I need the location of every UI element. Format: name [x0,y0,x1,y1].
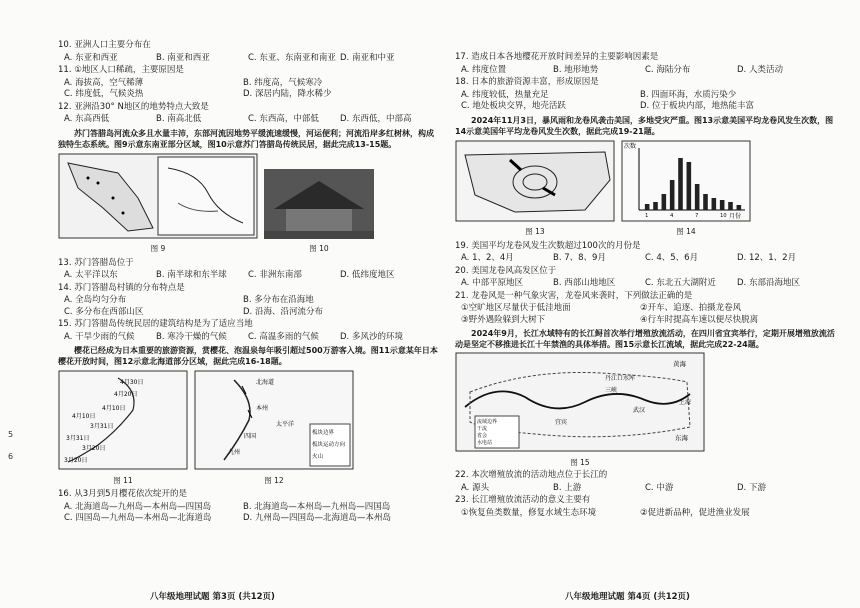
bar-month-6 [687,162,692,210]
option: B. 四面环海，水质污染少 [640,89,737,100]
option: ④行车时提高车速以便尽快脱离 [640,314,759,325]
option: D. 人类活动 [737,64,783,75]
figure-12-caption: 图 12 [264,475,284,485]
option: D. 九州岛—四国岛—北海道岛—本州岛 [243,513,391,523]
option: D. 深居内陆，降水稀少 [243,89,332,99]
figure-10-photo [264,169,374,239]
bar-month-2 [653,202,658,210]
option: B. 7、8、9月 [553,253,606,263]
figure-15-map [455,352,705,452]
x-tick-label: 10 [720,212,727,219]
option: D. 沿海、沿河流分布 [243,306,323,317]
figure-15 [455,352,835,468]
margin-mark: 5 [8,430,14,439]
options-22 [461,483,835,495]
option: D. 12、1、2月 [737,253,797,263]
option: C. 纬度低，气候炎热 [64,89,144,99]
map-label: 东海 [675,434,688,442]
date-label: 4月10日 [72,413,96,420]
bar-month-11 [728,202,733,210]
figure-11 [58,370,188,486]
margin-mark: 6 [8,452,14,461]
legend-label: 火山 [312,454,324,460]
option: D. 东西低，中部高 [340,114,412,124]
figure-12 [194,370,354,486]
passage-16-18: 樱花已经成为日本重要的旅游资源，赏樱花、泡温泉每年吸引超过500万游客入境。图11示意某年日本樱花开放时间，图12示意北海道部分区域，据此完成16-18题。 [58,346,438,366]
option: D. 低纬度地区 [340,270,395,280]
option: ①恢复鱼类数量，修复水域生态环境 [461,507,597,518]
question-17: 17. 造成日本各地樱花开放时间差异的主要影响因素是 [455,52,659,62]
figure-9-map [58,153,258,239]
option: A. 纬度位置 [461,64,507,75]
date-label: 3月20日 [64,457,88,464]
option: C. 多分布在西部山区 [64,306,144,317]
option: A. 东亚和西亚 [64,52,118,63]
options-23 [461,508,835,520]
map-label: 黄海 [673,360,686,368]
option: D. 下游 [737,482,766,493]
legend-label: 省会 [477,433,488,439]
options-20 [461,278,835,290]
option: B. 南高北低 [156,114,202,124]
map-label: 上海 [679,399,692,406]
map-label: 丹江口水库 [605,375,636,382]
figure-15-caption: 图 15 [570,457,590,467]
figure-10 [264,169,374,255]
option: D. 南亚和中亚 [340,52,395,63]
bar-month-4 [670,180,675,210]
passage-19-21: 2024年11月3日，暴风雨和龙卷风袭击美国，多地受灾严重。图13示意美国平均龙卷风发生次数，图14示意美国年平均龙卷风发生次数，据此完成19-21题。 [455,115,834,136]
option: A. 干旱少雨的气候 [64,331,135,342]
option: ②促进新品种，促进渔业发展 [640,507,750,518]
option: D. 东部沿海地区 [737,278,800,288]
bar-month-5 [678,158,683,210]
option: ①空旷地区尽量伏于低洼地面 [461,303,571,313]
map-label: 本州 [256,405,269,412]
question-14: 14. 苏门答腊岛村镇的分布特点是 [58,282,185,293]
figure-9-caption: 图 9 [150,244,166,253]
map-label: 北海道 [256,379,275,386]
options-11 [64,78,438,101]
option: B. 地形地势 [553,64,599,75]
question-12: 12. 亚洲沿30° N地区的地势特点大致是 [58,101,209,112]
date-label: 4月30日 [120,379,144,386]
option: B. 寒冷干燥的气候 [156,331,227,342]
option: C. 中游 [645,482,674,493]
option: A. 中部平原地区 [461,278,524,288]
option: B. 多分布在沿海地 [243,295,314,305]
figure-row-9-10 [58,153,438,255]
option: B. 上游 [553,482,582,493]
option: C. 东亚、东南亚和南亚 [248,52,336,63]
figure-11-caption: 图 11 [113,475,133,485]
options-16 [64,502,438,525]
left-column [58,40,438,526]
options-18 [461,90,835,113]
option: A. 源头 [461,482,490,493]
option: C. 海陆分布 [645,64,691,75]
binding-margin [6,0,26,608]
bar-month-7 [695,184,700,210]
option: D. 多风沙的环境 [340,331,403,342]
legend-label: 流域边界 [477,419,498,425]
map-label: 宜宾 [555,419,568,426]
question-11: 11. ①地区人口稀疏，主要原因是 [58,65,184,75]
question-21: 21. 龙卷风是一种气象灾害，龙卷风来袭时，下列做法正确的是 [455,290,693,301]
question-13: 13. 苏门答腊岛位于 [58,257,134,268]
option: ②开车、追逐、拍摄龙卷风 [640,303,742,313]
question-16: 16. 从3月到5月樱花依次绽开的是 [58,489,188,499]
date-label: 3月31日 [66,435,90,442]
options-14 [64,295,438,318]
date-label: 3月20日 [82,445,106,452]
option: C. 东北五大湖附近 [645,278,716,288]
right-column [455,52,835,520]
passage-13-15: 苏门答腊岛河流众多且水量丰沛，东部河流因地势平缓流速缓慢，河运便利；河流沿岸多红树林，构成独特生态系统。图9示意东南亚部分区域，图10示意苏门答腊岛传统民居，据此完成13-15题。 [58,128,434,149]
legend-label: 干流 [477,426,488,432]
option: C. 4、5、6月 [645,253,699,263]
figure-14 [621,140,751,238]
option: A. 全岛均匀分布 [64,295,127,305]
date-label: 4月20日 [114,391,138,398]
option: D. 位于板块内部，地热能丰富 [640,101,754,111]
option: A. 海拔高，空气稀薄 [64,77,144,88]
option: C. 非洲东南部 [248,270,302,280]
figure-14-caption: 图 14 [676,227,696,236]
option: A. 东高西低 [64,114,110,124]
figure-9 [58,153,258,255]
bar-month-12 [737,205,742,210]
y-axis-label: 次数 [624,142,637,150]
option: B. 南半球和东半球 [156,270,227,280]
option: B. 北海道岛—本州岛—九州岛—四国岛 [243,501,391,512]
x-tick-label: 7 [695,212,699,219]
options-10 [64,53,438,65]
bar-month-8 [703,194,708,210]
bar-month-1 [645,204,650,210]
options-21 [461,303,835,326]
legend-label: 板块边界 [312,430,335,436]
map-label: 四国 [244,433,257,440]
x-axis-label: 月份 [729,212,742,220]
x-tick-label: 1 [645,212,649,219]
question-20: 20. 美国龙卷风高发区位于 [455,265,557,276]
map-label: 三峡 [605,387,618,394]
figure-13 [455,140,615,238]
options-13 [64,270,438,282]
map-label: 九州 [228,449,241,456]
page-footer-left: 八年级地理试题 第3页 (共12页) [150,592,275,602]
option: B. 纬度高，气候寒冷 [243,77,323,88]
map-label: 武汉 [633,407,646,414]
question-15: 15. 苏门答腊岛传统民居的建筑结构是为了适应当地 [58,319,253,329]
figure-row-13-14 [455,140,835,238]
map-label: 太平洋 [276,421,295,428]
date-label: 3月31日 [90,423,114,430]
x-tick-label: 4 [670,212,674,219]
bar-month-10 [720,200,725,210]
options-19 [461,253,835,265]
question-19: 19. 美国平均龙卷风发生次数超过100次的月份是 [455,240,641,251]
page-footer-right: 八年级地理试题 第4页 (共12页) [565,592,690,602]
question-18: 18. 日本的旅游资源丰富，形成原因是 [455,77,599,87]
legend-label: 板块运动方向 [312,442,346,448]
option: A. 1、2、4月 [461,253,514,263]
passage-22-24: 2024年9月，长江水域特有的长江鲟首次举行增殖放流活动，在四川省宜宾举行，定期开展增殖放流活动是坚定不移推进长江十年禁渔的具体举措。图15示意长江流域，据此完成22-24题。 [455,329,835,349]
option: A. 纬度较低，热量充足 [461,89,549,100]
figure-14-chart [621,140,751,222]
option: A. 太平洋以东 [64,270,118,280]
figure-10-caption: 图 10 [309,244,329,253]
option: B. 西部山地地区 [553,278,616,288]
option: C. 四国岛—九州岛—本州岛—北海道岛 [64,513,212,523]
date-label: 4月10日 [102,405,126,412]
option: C. 高温多雨的气候 [248,331,319,342]
option: C. 东西高，中部低 [248,114,319,124]
option: B. 南亚和西亚 [156,52,210,63]
option: ③野外遇险躲到大树下 [461,314,546,325]
figure-12-map [194,370,354,470]
question-22: 22. 本次增殖放流的活动地点位于长江的 [455,470,608,480]
legend-label: 水电站 [477,440,493,446]
figure-13-caption: 图 13 [525,227,545,236]
options-12 [64,114,438,126]
bar-month-3 [662,194,667,210]
figure-row-11-12 [58,370,438,486]
options-15 [64,332,438,344]
question-10: 10. 亚洲人口主要分布在 [58,40,151,50]
figure-11-map [58,370,188,470]
option: A. 北海道岛—九州岛—本州岛—四国岛 [64,501,212,512]
figure-13-map [455,140,615,222]
option: C. 地处板块交界，地壳活跃 [461,101,566,111]
question-23: 23. 长江增殖放流活动的意义主要有 [455,495,591,505]
bar-month-9 [712,198,717,210]
options-17 [461,65,835,77]
